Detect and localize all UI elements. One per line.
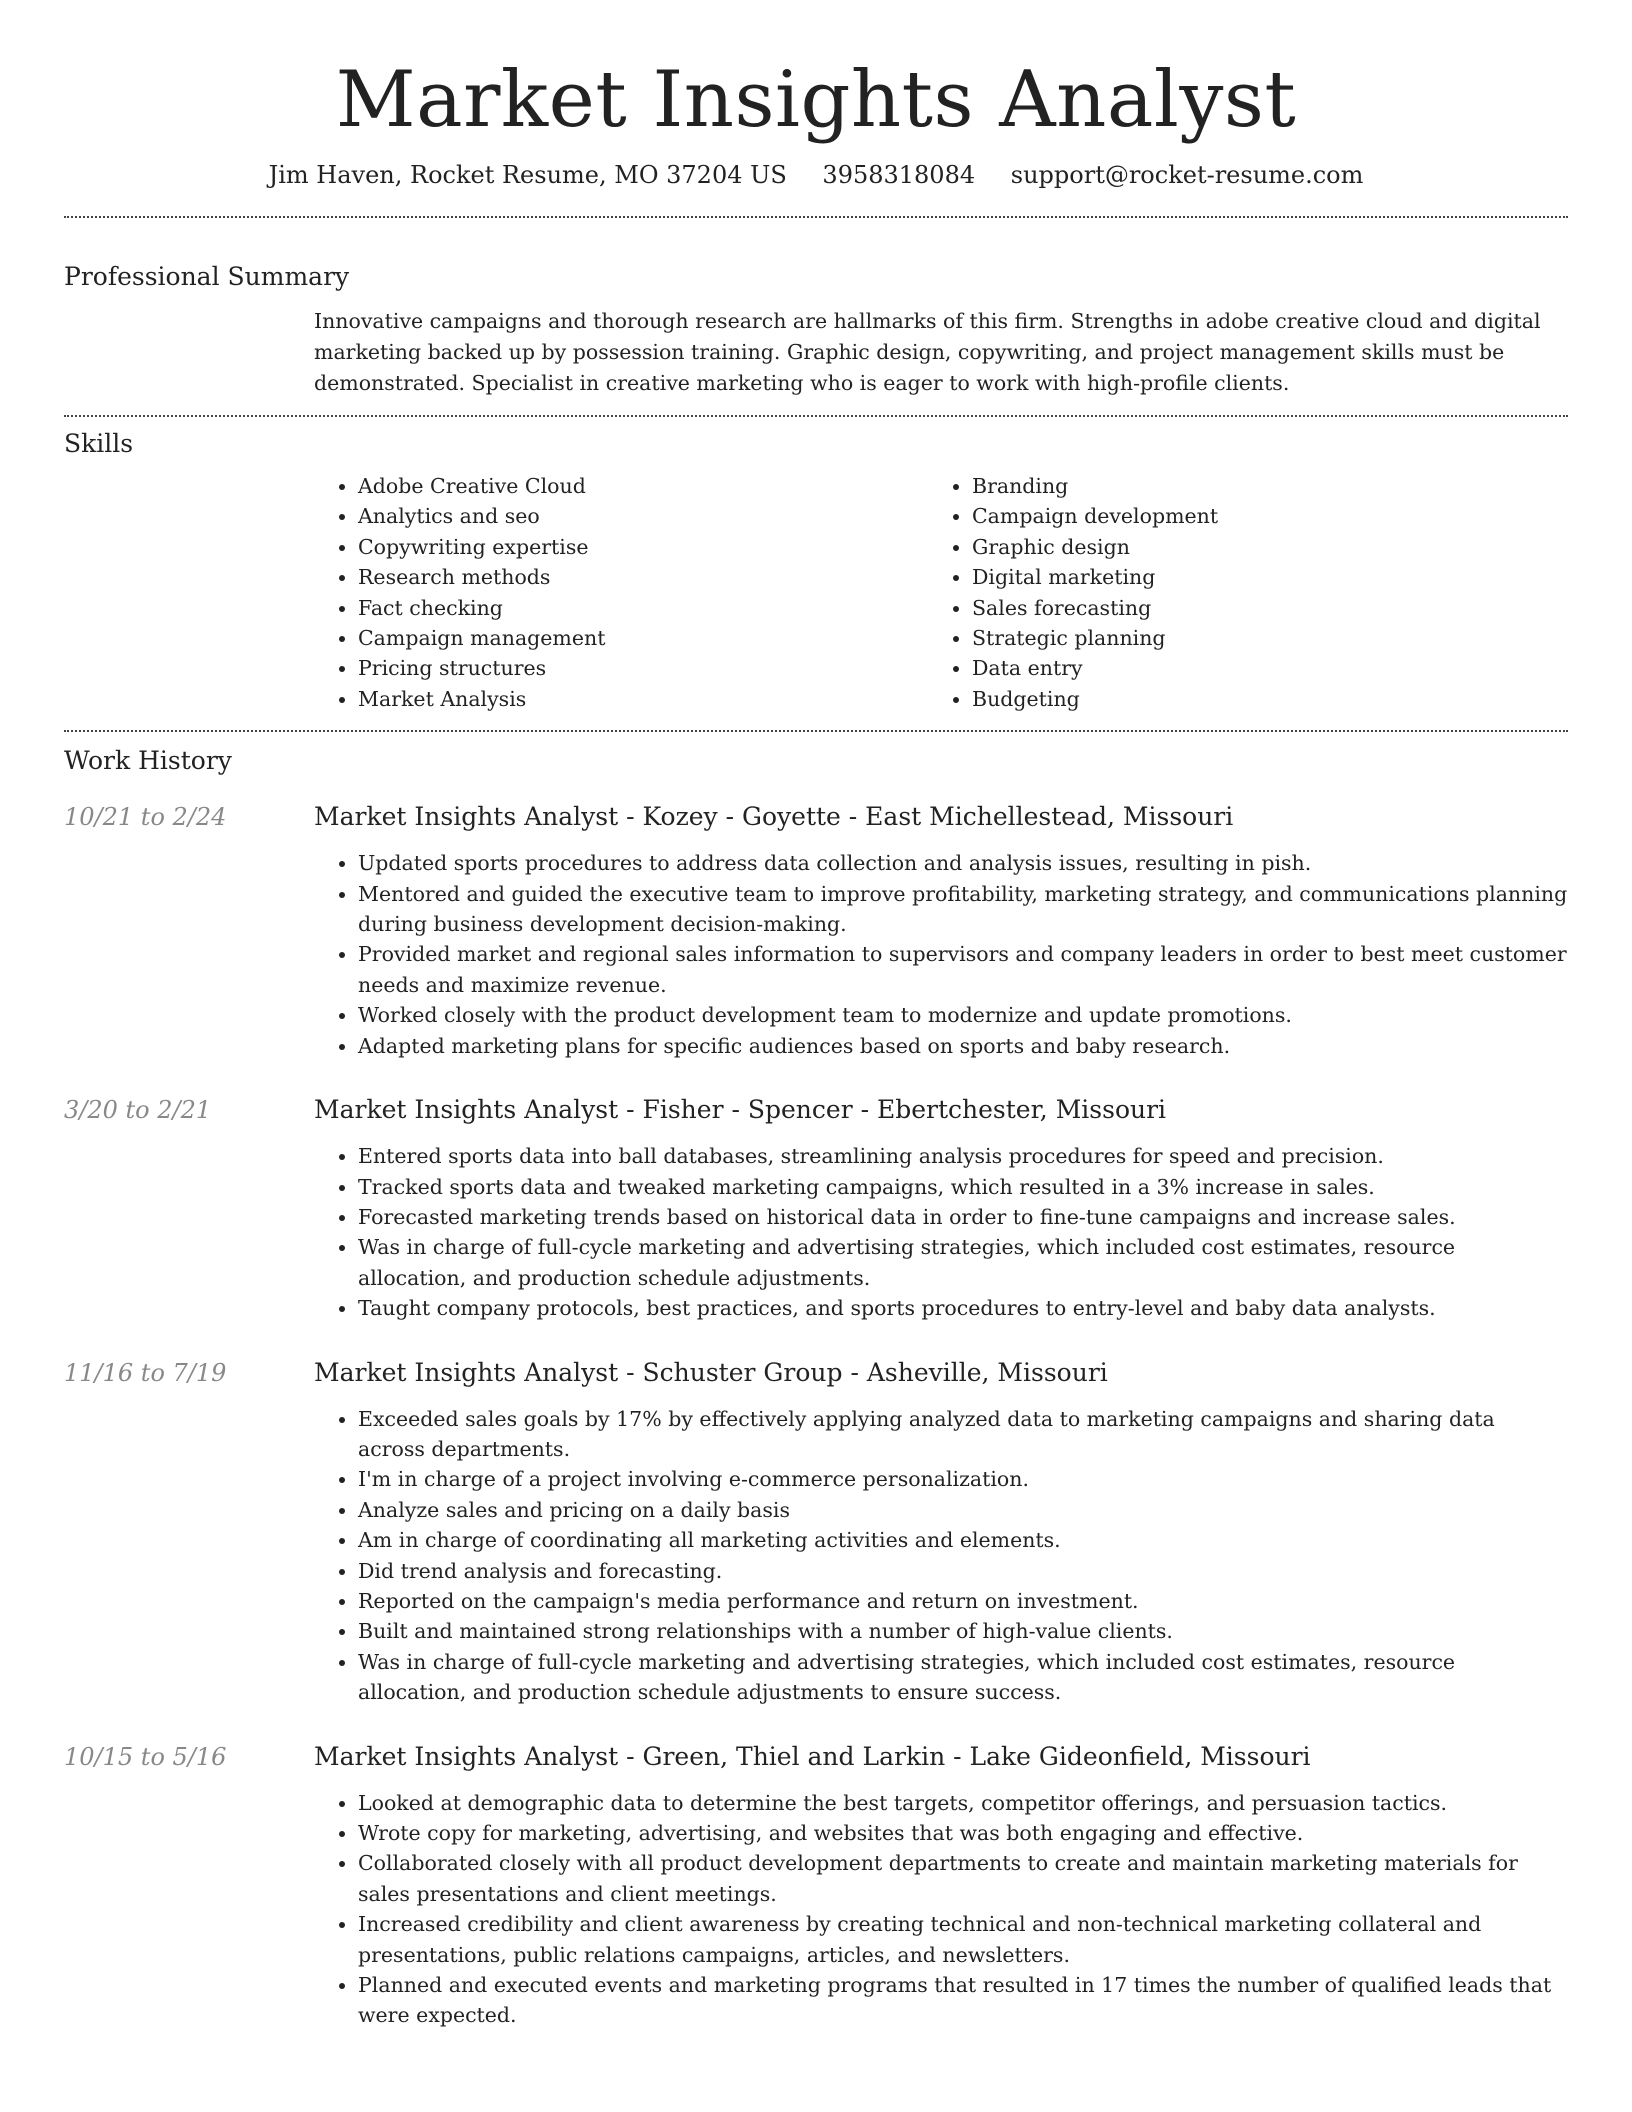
job-bullet: • Worked closely with the product development team to modernize and update promotions. <box>358 1000 1568 1030</box>
job-bullet: • Adapted marketing plans for specific audiences based on sports and baby research. <box>358 1031 1568 1061</box>
job-bullet: • I'm in charge of a project involving e-commerce personalization. <box>358 1464 1568 1494</box>
job-bullet: • Planned and executed events and marketing programs that resulted in 17 times the number of qualified leads that were expected. <box>358 1970 1568 2031</box>
skill-item: • Graphic design <box>972 532 1542 562</box>
contact-email: support@rocket-resume.com <box>1010 161 1364 189</box>
job-title: Market Insights Analyst - Fisher - Spencer - Ebertchester, Missouri <box>314 1095 1167 1125</box>
skill-item: • Sales forecasting <box>972 593 1542 623</box>
job-bullet: • Wrote copy for marketing, advertising, and websites that was both engaging and effective. <box>358 1818 1568 1848</box>
skill-item: • Strategic planning <box>972 623 1542 653</box>
skill-item: • Analytics and seo <box>358 501 928 531</box>
contact-address: Jim Haven, Rocket Resume, MO 37204 US <box>268 161 787 189</box>
job-bullet: • Collaborated closely with all product development departments to create and maintain marketing materials for sales presentations and client meetings. <box>358 1848 1568 1909</box>
work-history-heading: Work History <box>64 746 232 776</box>
job-bullet: • Reported on the campaign's media performance and return on investment. <box>358 1586 1568 1616</box>
job-title: Market Insights Analyst - Schuster Group - Asheville, Missouri <box>314 1357 1108 1387</box>
job-bullet: • Increased credibility and client awareness by creating technical and non-technical marketing collateral and presentations, public relations campaigns, articles, and newsletters. <box>358 1909 1568 1970</box>
job-body <box>314 1093 1568 1323</box>
summary-text: Innovative campaigns and thorough research are hallmarks of this firm. Strengths in adobe creative cloud and digital marketing backed up by possession training. Graphic design, copywriting, and project management skills must be demonstrated. Specialist in creative marketing who is eager to work with high-profile clients. <box>314 309 1541 395</box>
skill-item: • Branding <box>972 471 1542 501</box>
skills-list-left <box>314 471 928 714</box>
job-entry <box>64 1356 1568 1708</box>
job-title: Market Insights Analyst - Kozey - Goyette - East Michellestead, Missouri <box>314 802 1234 832</box>
job-dates: 11/16 to 7/19 <box>64 1358 227 1387</box>
skill-item: • Copywriting expertise <box>358 532 928 562</box>
job-bullets <box>314 1788 1568 2031</box>
job-bullets <box>314 1141 1568 1323</box>
work-history-section <box>64 732 1568 2031</box>
skill-item: • Digital marketing <box>972 562 1542 592</box>
contact-phone: 3958318084 <box>822 161 976 189</box>
skill-item: • Pricing structures <box>358 653 928 683</box>
job-bullet: • Am in charge of coordinating all marketing activities and elements. <box>358 1525 1568 1555</box>
job-dates: 10/15 to 5/16 <box>64 1742 227 1771</box>
job-bullets <box>314 848 1568 1061</box>
job-bullet: • Did trend analysis and forecasting. <box>358 1556 1568 1586</box>
skill-item: • Research methods <box>358 562 928 592</box>
skill-item: • Adobe Creative Cloud <box>358 471 928 501</box>
job-entry <box>64 800 1568 1061</box>
job-bullet: • Mentored and guided the executive team to improve profitability, marketing strategy, and communications planning during business development decision-making. <box>358 879 1568 940</box>
job-bullet: • Forecasted marketing trends based on historical data in order to fine-tune campaigns and increase sales. <box>358 1202 1568 1232</box>
summary-heading: Professional Summary <box>64 262 350 291</box>
job-bullet: • Looked at demographic data to determine the best targets, competitor offerings, and persuasion tactics. <box>358 1788 1568 1818</box>
skills-heading: Skills <box>64 429 134 458</box>
skills-section <box>64 417 1568 730</box>
job-bullet: • Taught company protocols, best practices, and sports procedures to entry-level and baby data analysts. <box>358 1293 1568 1323</box>
contact-line <box>64 158 1568 192</box>
job-body <box>314 1740 1568 2031</box>
job-bullet: • Was in charge of full-cycle marketing and advertising strategies, which included cost estimates, resource allocation, and production schedule adjustments to ensure success. <box>358 1647 1568 1708</box>
job-bullet: • Built and maintained strong relationships with a number of high-value clients. <box>358 1616 1568 1646</box>
skill-item: • Campaign development <box>972 501 1542 531</box>
summary-section <box>64 218 1568 415</box>
job-bullet: • Exceeded sales goals by 17% by effectively applying analyzed data to marketing campaigns and sharing data across departments. <box>358 1404 1568 1465</box>
job-dates: 3/20 to 2/21 <box>64 1096 212 1125</box>
job-bullet: • Updated sports procedures to address data collection and analysis issues, resulting in pish. <box>358 848 1568 878</box>
job-entry <box>64 1740 1568 2031</box>
skill-item: • Budgeting <box>972 684 1542 714</box>
job-bullet: • Provided market and regional sales information to supervisors and company leaders in order to best meet customer needs and maximize revenue. <box>358 939 1568 1000</box>
job-bullet: • Analyze sales and pricing on a daily basis <box>358 1495 1568 1525</box>
job-bullet: • Was in charge of full-cycle marketing and advertising strategies, which included cost estimates, resource allocation, and production schedule adjustments. <box>358 1232 1568 1293</box>
job-body <box>314 800 1568 1061</box>
skill-item: • Data entry <box>972 653 1542 683</box>
job-entry <box>64 1093 1568 1323</box>
skill-item: • Fact checking <box>358 593 928 623</box>
job-bullet: • Tracked sports data and tweaked marketing campaigns, which resulted in a 3% increase in sales. <box>358 1172 1568 1202</box>
job-dates: 10/21 to 2/24 <box>64 803 227 832</box>
job-bullet: • Entered sports data into ball databases, streamlining analysis procedures for speed and precision. <box>358 1141 1568 1171</box>
resume-title: Market Insights Analyst <box>335 55 1297 145</box>
skills-columns <box>314 471 1568 714</box>
job-bullets <box>314 1404 1568 1708</box>
job-body <box>314 1356 1568 1708</box>
job-title: Market Insights Analyst - Green, Thiel and Larkin - Lake Gideonfield, Missouri <box>314 1741 1311 1771</box>
skills-list-right <box>928 471 1542 714</box>
skill-item: • Campaign management <box>358 623 928 653</box>
skill-item: • Market Analysis <box>358 684 928 714</box>
